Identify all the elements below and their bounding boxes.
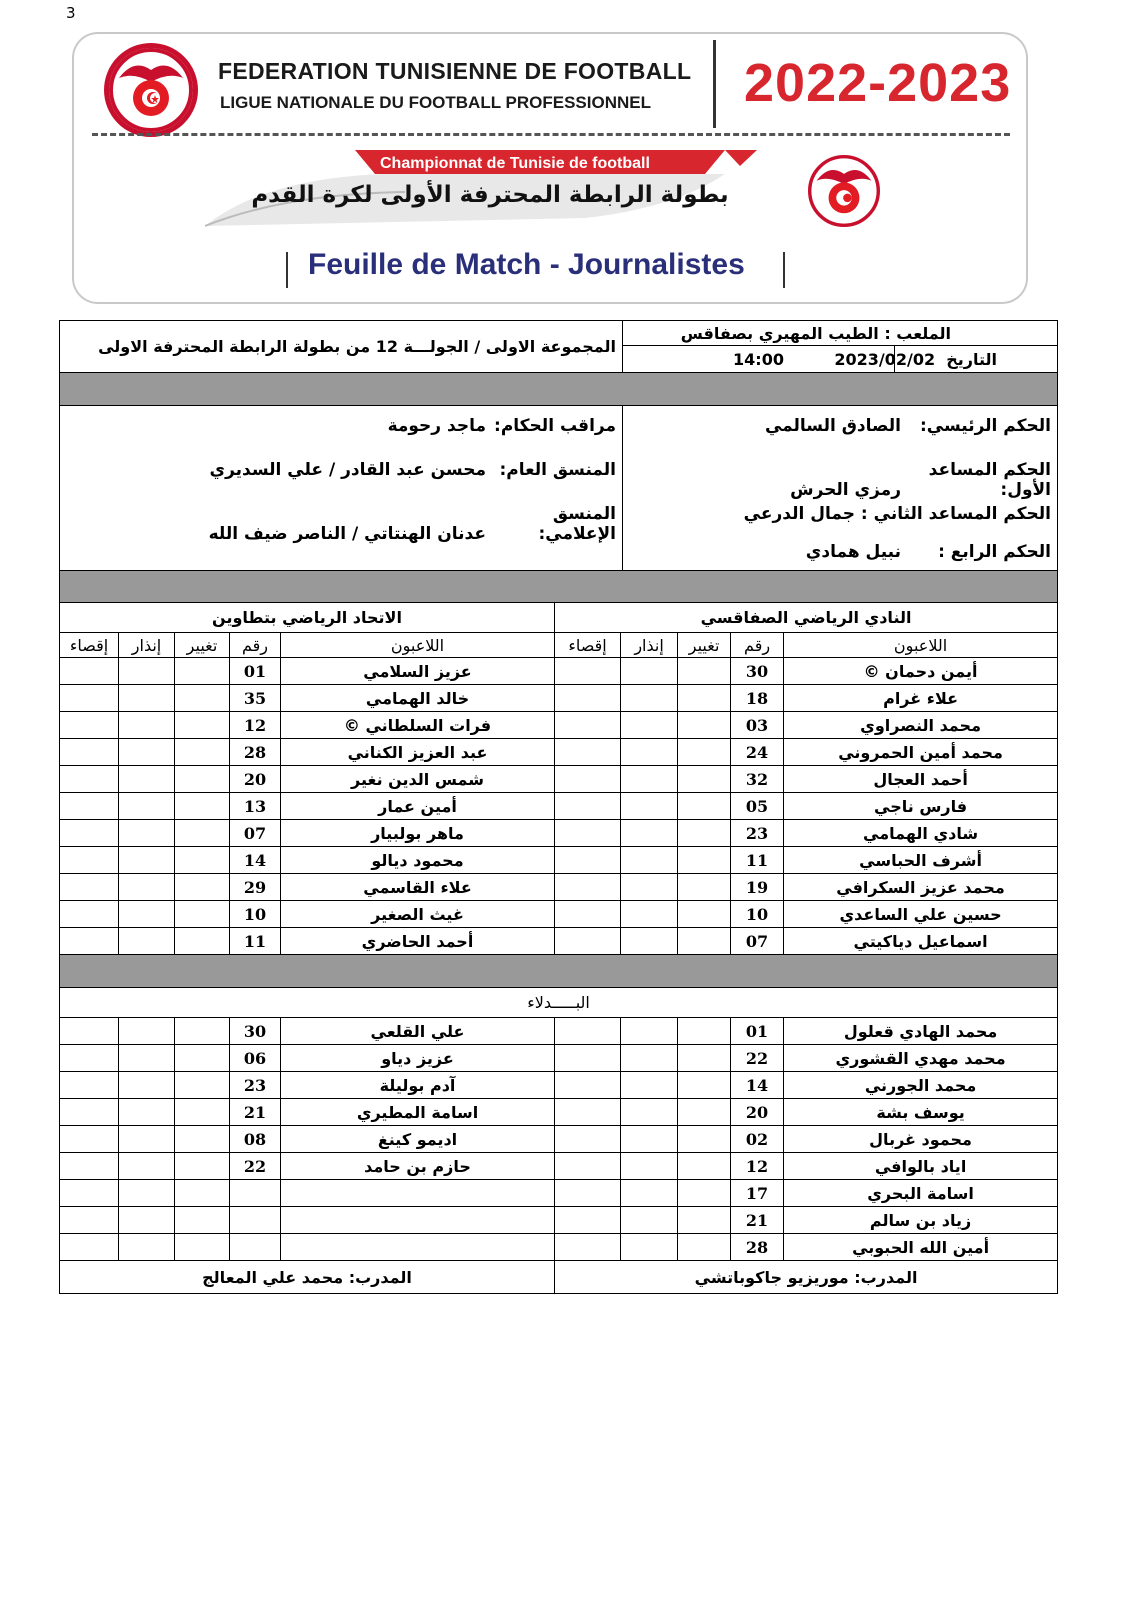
subs-label-row (60, 988, 1058, 1018)
warning-cell (119, 1045, 175, 1072)
player-name: فرات السلطاني © (281, 712, 555, 739)
expulsion-cell (60, 685, 119, 712)
player-number: 17 (731, 1180, 784, 1207)
expulsion-cell (60, 820, 119, 847)
warning-cell (621, 1180, 678, 1207)
player-name: اياد بالوافي (784, 1153, 1058, 1180)
ftf-logo-icon (808, 155, 880, 227)
assistant1-label: الحكم المساعد الأول: (928, 460, 1051, 500)
fourth-label: الحكم الرابع : (938, 542, 1051, 562)
expulsion-cell (60, 766, 119, 793)
expulsion-cell (555, 793, 621, 820)
change-cell (175, 874, 230, 901)
change-cell (175, 739, 230, 766)
warning-cell (621, 874, 678, 901)
grey-band (60, 373, 1058, 406)
warning-cell (119, 901, 175, 928)
change-cell (678, 1153, 731, 1180)
change-cell (678, 1072, 731, 1099)
expulsion-cell (555, 766, 621, 793)
coach-row (60, 1261, 1058, 1294)
player-name: خالد الهمامي (281, 685, 555, 712)
away-team-name: الاتحاد الرياضي بتطاوين (60, 603, 555, 633)
player-number: 10 (731, 901, 784, 928)
player-number (230, 1234, 281, 1261)
change-cell (175, 1153, 230, 1180)
warning-cell (621, 1153, 678, 1180)
expulsion-cell (60, 1153, 119, 1180)
assistant1-name: رمزي الحرش (790, 480, 901, 500)
player-name: شمس الدين نغير (281, 766, 555, 793)
sheet-title: Feuille de Match - Journalistes (308, 248, 745, 281)
expulsion-cell (555, 874, 621, 901)
player-name: محمد عزيز السكرافي (784, 874, 1058, 901)
change-cell (175, 1234, 230, 1261)
starter-row (60, 685, 1058, 712)
expulsion-cell (555, 1153, 621, 1180)
player-name: اديمو كينغ (281, 1126, 555, 1153)
change-cell (175, 1045, 230, 1072)
banner-french-text: Championnat de Tunisie de football (380, 155, 650, 172)
expulsion-cell (555, 1099, 621, 1126)
player-name: علاء غرام (784, 685, 1058, 712)
player-name: اسامة البحري (784, 1180, 1058, 1207)
subs-label: البـــــدلاء (60, 988, 1058, 1018)
referee-name: الصادق السالمي (764, 416, 901, 436)
warning-cell (119, 739, 175, 766)
expulsion-cell (555, 1045, 621, 1072)
expulsion-cell (555, 685, 621, 712)
player-number: 11 (230, 928, 281, 955)
banner-arabic-text: بطولة الرابطة المحترفة الأولى لكرة القدم (251, 182, 729, 208)
player-number: 01 (731, 1018, 784, 1045)
sub-row (60, 1153, 1058, 1180)
home-col-number: رقم (731, 633, 784, 658)
player-name: محمد أمين الحمروني (784, 739, 1058, 766)
player-number: 22 (731, 1045, 784, 1072)
grey-band (60, 571, 1058, 603)
change-cell (175, 847, 230, 874)
player-number: 11 (731, 847, 784, 874)
away-col-expulsion: إقصاء (60, 633, 119, 658)
expulsion-cell (60, 874, 119, 901)
change-cell (175, 766, 230, 793)
player-name (281, 1180, 555, 1207)
player-number: 19 (731, 874, 784, 901)
player-name: محمد مهدي القشوري (784, 1045, 1058, 1072)
assistant2-name: جمال الدرعي (743, 504, 855, 524)
expulsion-cell (555, 820, 621, 847)
change-cell (678, 1099, 731, 1126)
expulsion-cell (555, 739, 621, 766)
grey-band (60, 955, 1058, 988)
away-coach: المدرب: محمد علي المعالج (60, 1261, 555, 1294)
player-name: حسين علي الساعدي (784, 901, 1058, 928)
change-cell (175, 1207, 230, 1234)
player-name: أمين عمار (281, 793, 555, 820)
starter-row (60, 739, 1058, 766)
player-number: 14 (731, 1072, 784, 1099)
player-number: 02 (731, 1126, 784, 1153)
observer-name: ماجد رحومة (387, 416, 486, 436)
away-col-number: رقم (230, 633, 281, 658)
expulsion-cell (555, 1072, 621, 1099)
player-number: 28 (731, 1234, 784, 1261)
player-number: 08 (230, 1126, 281, 1153)
player-name (281, 1207, 555, 1234)
change-cell (175, 793, 230, 820)
player-number (230, 1207, 281, 1234)
change-cell (678, 1018, 731, 1045)
fourth-name: نبيل همادي (805, 542, 901, 562)
stadium: الملعب : الطيب المهيري بصفاقس (623, 321, 1058, 346)
player-name: غيث الصغير (281, 901, 555, 928)
expulsion-cell (60, 1045, 119, 1072)
warning-cell (119, 1234, 175, 1261)
warning-cell (621, 1126, 678, 1153)
date-value: 2023/02/02 (834, 349, 936, 369)
warning-cell (621, 658, 678, 685)
coordinator-name: محسن عبد القادر / علي السديري (209, 460, 486, 480)
expulsion-cell (555, 1234, 621, 1261)
change-cell (678, 1180, 731, 1207)
player-number: 22 (230, 1153, 281, 1180)
federation-name: FEDERATION TUNISIENNE DE FOOTBALL (218, 58, 692, 84)
warning-cell (621, 1072, 678, 1099)
warning-cell (119, 712, 175, 739)
player-number: 12 (731, 1153, 784, 1180)
starter-row (60, 847, 1058, 874)
lineup-table (59, 602, 1058, 1294)
expulsion-cell (555, 1207, 621, 1234)
player-name: عزيز دياو (281, 1045, 555, 1072)
warning-cell (119, 793, 175, 820)
referees-cell (623, 406, 1058, 571)
match-info-table (59, 320, 1058, 406)
warning-cell (119, 874, 175, 901)
assistant2-label: الحكم المساعد الثاني : (860, 504, 1051, 524)
change-cell (175, 1126, 230, 1153)
change-cell (678, 1126, 731, 1153)
player-name: آدم بوليلة (281, 1072, 555, 1099)
expulsion-cell (60, 928, 119, 955)
page-number: 3 (66, 4, 76, 22)
expulsion-cell (555, 1126, 621, 1153)
warning-cell (119, 1099, 175, 1126)
officials-table (59, 405, 1058, 603)
warning-cell (119, 847, 175, 874)
sub-row (60, 1234, 1058, 1261)
expulsion-cell (60, 658, 119, 685)
player-number: 23 (230, 1072, 281, 1099)
player-number: 12 (230, 712, 281, 739)
home-col-warning: إنذار (621, 633, 678, 658)
change-cell (678, 901, 731, 928)
sub-row (60, 1180, 1058, 1207)
player-number: 07 (230, 820, 281, 847)
change-cell (175, 928, 230, 955)
media-name: عدنان الهنتاتي / الناصر ضيف الله (208, 524, 486, 544)
warning-cell (119, 766, 175, 793)
expulsion-cell (60, 1018, 119, 1045)
change-cell (175, 1099, 230, 1126)
change-cell (678, 712, 731, 739)
away-col-change: تغيير (175, 633, 230, 658)
change-cell (678, 793, 731, 820)
player-number: 28 (230, 739, 281, 766)
warning-cell (621, 739, 678, 766)
change-cell (175, 1180, 230, 1207)
player-name: علي القلعي (281, 1018, 555, 1045)
change-cell (678, 1207, 731, 1234)
expulsion-cell (555, 928, 621, 955)
player-name: أمين الله الحبوبي (784, 1234, 1058, 1261)
warning-cell (621, 847, 678, 874)
season-label: 2022-2023 (744, 53, 1012, 113)
expulsion-cell (555, 1018, 621, 1045)
player-number: 18 (731, 685, 784, 712)
player-number (230, 1180, 281, 1207)
away-col-warning: إنذار (119, 633, 175, 658)
ftf-logo-icon (104, 43, 198, 137)
player-name: فارس ناجي (784, 793, 1058, 820)
dashed-divider (92, 133, 1010, 136)
warning-cell (621, 1099, 678, 1126)
player-number: 23 (731, 820, 784, 847)
warning-cell (119, 1180, 175, 1207)
change-cell (678, 1234, 731, 1261)
player-name: أيمن دحمان © (784, 658, 1058, 685)
change-cell (678, 874, 731, 901)
player-number: 10 (230, 901, 281, 928)
sub-row (60, 1045, 1058, 1072)
team-names-row (60, 603, 1058, 633)
warning-cell (621, 712, 678, 739)
change-cell (175, 712, 230, 739)
player-number: 14 (230, 847, 281, 874)
player-number: 01 (230, 658, 281, 685)
change-cell (678, 685, 731, 712)
player-name: عبد العزيز الكناني (281, 739, 555, 766)
expulsion-cell (555, 1180, 621, 1207)
warning-cell (621, 1018, 678, 1045)
player-name: ماهر بولبيار (281, 820, 555, 847)
change-cell (678, 739, 731, 766)
expulsion-cell (60, 1207, 119, 1234)
player-name: يوسف بشة (784, 1099, 1058, 1126)
change-cell (678, 1045, 731, 1072)
starter-row (60, 874, 1058, 901)
starter-row (60, 901, 1058, 928)
expulsion-cell (60, 1180, 119, 1207)
expulsion-cell (555, 712, 621, 739)
player-number: 20 (230, 766, 281, 793)
player-name: عزيز السلامي (281, 658, 555, 685)
warning-cell (119, 928, 175, 955)
starter-row (60, 928, 1058, 955)
sub-row (60, 1072, 1058, 1099)
warning-cell (119, 1207, 175, 1234)
coordinator-label: المنسق العام: (499, 460, 616, 480)
player-name: اسماعيل دياكيتي (784, 928, 1058, 955)
warning-cell (119, 1072, 175, 1099)
header-divider (713, 40, 716, 128)
player-number: 30 (230, 1018, 281, 1045)
expulsion-cell (60, 1072, 119, 1099)
player-name: زياد بن سالم (784, 1207, 1058, 1234)
warning-cell (119, 820, 175, 847)
player-name: علاء القاسمي (281, 874, 555, 901)
player-number: 07 (731, 928, 784, 955)
expulsion-cell (60, 1099, 119, 1126)
warning-cell (621, 766, 678, 793)
change-cell (175, 1072, 230, 1099)
expulsion-cell (60, 1234, 119, 1261)
sub-row (60, 1126, 1058, 1153)
change-cell (678, 820, 731, 847)
coordinators-cell (60, 406, 623, 571)
expulsion-cell (60, 712, 119, 739)
media-label: المنسق الإعلامي: (538, 504, 616, 544)
starter-row (60, 766, 1058, 793)
player-number: 24 (731, 739, 784, 766)
expulsion-cell (60, 793, 119, 820)
expulsion-cell (555, 658, 621, 685)
change-cell (678, 847, 731, 874)
player-number: 06 (230, 1045, 281, 1072)
change-cell (175, 901, 230, 928)
ligue-name: LIGUE NATIONALE DU FOOTBALL PROFESSIONNEL (220, 93, 651, 112)
player-number: 05 (731, 793, 784, 820)
player-name: محمد الهادي قعلول (784, 1018, 1058, 1045)
player-name: حازم بن حامد (281, 1153, 555, 1180)
warning-cell (621, 820, 678, 847)
player-name: أحمد العجال (784, 766, 1058, 793)
expulsion-cell (60, 847, 119, 874)
warning-cell (621, 685, 678, 712)
warning-cell (119, 1126, 175, 1153)
expulsion-cell (60, 1126, 119, 1153)
player-name: أحمد الحاضري (281, 928, 555, 955)
sub-row (60, 1099, 1058, 1126)
home-team-name: النادي الرياضي الصفاقسي (555, 603, 1058, 633)
player-number: 32 (731, 766, 784, 793)
warning-cell (119, 1153, 175, 1180)
sub-row (60, 1018, 1058, 1045)
expulsion-cell (555, 847, 621, 874)
player-number: 29 (230, 874, 281, 901)
starter-row (60, 793, 1058, 820)
observer-label: مراقب الحكام: (494, 416, 616, 436)
date-cell (834, 346, 1058, 373)
player-number: 35 (230, 685, 281, 712)
player-name: محمود غربال (784, 1126, 1058, 1153)
home-col-expulsion: إقصاء (555, 633, 621, 658)
change-cell (678, 658, 731, 685)
warning-cell (119, 1018, 175, 1045)
player-name: محمد النصراوي (784, 712, 1058, 739)
warning-cell (119, 685, 175, 712)
warning-cell (621, 1207, 678, 1234)
player-number: 03 (731, 712, 784, 739)
starter-row (60, 658, 1058, 685)
change-cell (175, 820, 230, 847)
player-name (281, 1234, 555, 1261)
competition: المجموعة الاولى / الجولـــة 12 من بطولة الرابطة المحترفة الاولى (60, 321, 623, 373)
warning-cell (621, 1045, 678, 1072)
change-cell (175, 658, 230, 685)
expulsion-cell (60, 901, 119, 928)
warning-cell (621, 928, 678, 955)
player-name: محمد الجورني (784, 1072, 1058, 1099)
player-name: اسامة المطيري (281, 1099, 555, 1126)
change-cell (175, 1018, 230, 1045)
warning-cell (621, 1234, 678, 1261)
date-label: التاريخ (946, 349, 998, 369)
player-number: 13 (230, 793, 281, 820)
player-number: 20 (731, 1099, 784, 1126)
player-number: 21 (731, 1207, 784, 1234)
away-col-players: اللاعبون (281, 633, 555, 658)
home-col-players: اللاعبون (784, 633, 1058, 658)
column-header-row (60, 633, 1058, 658)
change-cell (678, 766, 731, 793)
player-number: 30 (731, 658, 784, 685)
referee-label: الحكم الرئيسي: (919, 416, 1051, 436)
starter-row (60, 820, 1058, 847)
player-name: محمود ديالو (281, 847, 555, 874)
home-col-change: تغيير (678, 633, 731, 658)
warning-cell (621, 901, 678, 928)
expulsion-cell (555, 901, 621, 928)
expulsion-cell (60, 739, 119, 766)
player-name: أشرف الحباسي (784, 847, 1058, 874)
player-name: شادي الهمامي (784, 820, 1058, 847)
warning-cell (621, 793, 678, 820)
sub-row (60, 1207, 1058, 1234)
starter-row (60, 712, 1058, 739)
change-cell (678, 928, 731, 955)
grey-band-row (60, 955, 1058, 988)
player-number: 21 (230, 1099, 281, 1126)
home-coach: المدرب: موريزيو جاكوباتشي (555, 1261, 1058, 1294)
warning-cell (119, 658, 175, 685)
change-cell (175, 685, 230, 712)
time: 14:00 (623, 346, 895, 373)
